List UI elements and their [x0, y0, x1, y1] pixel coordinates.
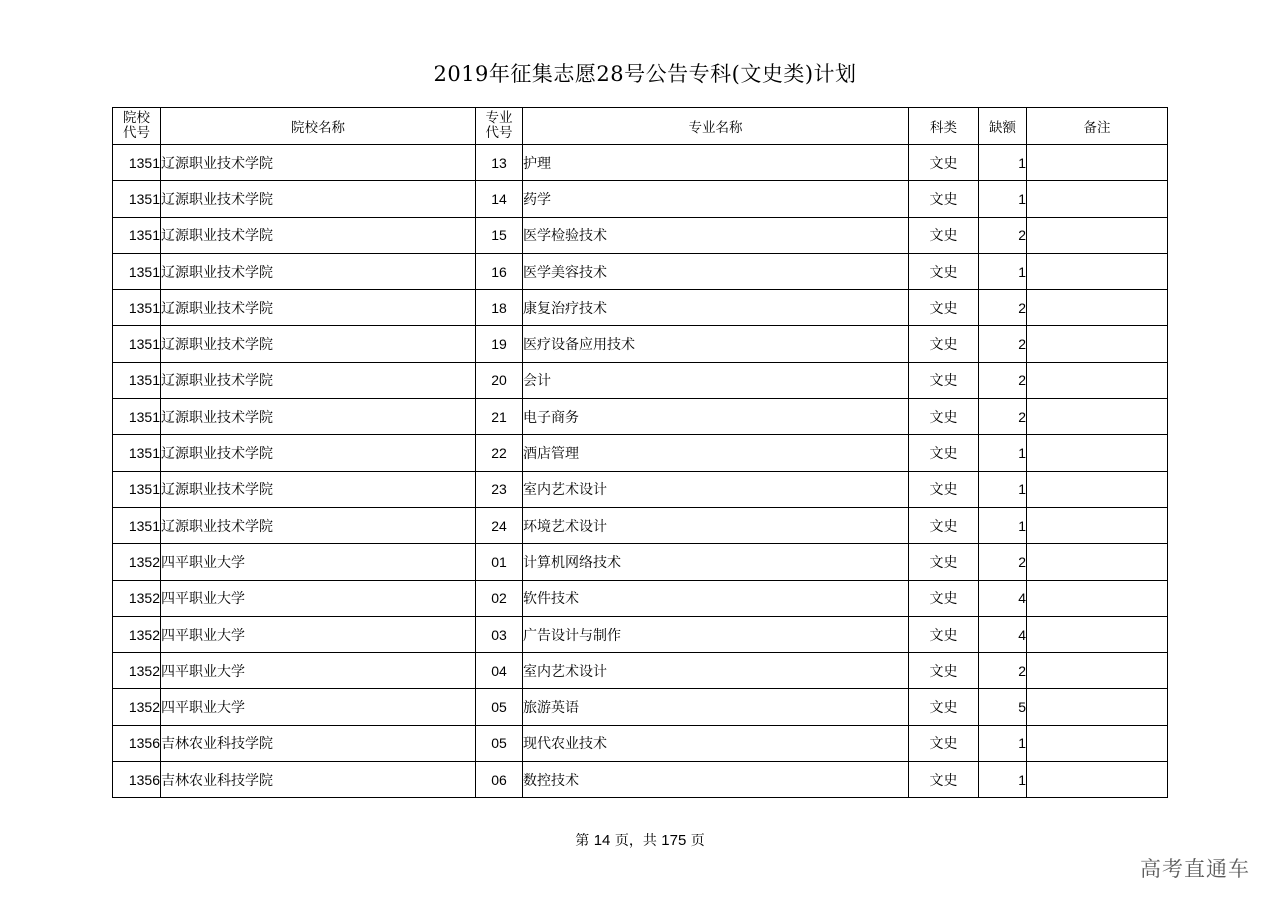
cell-school-code: 1351 — [113, 326, 161, 362]
cell-category: 文史 — [909, 762, 979, 798]
cell-category: 文史 — [909, 544, 979, 580]
cell-remarks — [1027, 689, 1168, 725]
table-row — [113, 653, 1168, 689]
table-row — [113, 725, 1168, 761]
cell-school-name: 辽源职业技术学院 — [161, 399, 476, 435]
cell-vacancy: 1 — [979, 181, 1027, 217]
cell-major-name: 计算机网络技术 — [523, 544, 909, 580]
cell-category: 文史 — [909, 326, 979, 362]
cell-school-name: 辽源职业技术学院 — [161, 217, 476, 253]
header-major-code: 专业 代号 — [476, 108, 523, 145]
header-school-name: 院校名称 — [161, 108, 476, 145]
cell-remarks — [1027, 471, 1168, 507]
cell-vacancy: 2 — [979, 544, 1027, 580]
cell-vacancy: 4 — [979, 580, 1027, 616]
cell-category: 文史 — [909, 399, 979, 435]
cell-vacancy: 1 — [979, 471, 1027, 507]
cell-category: 文史 — [909, 507, 979, 543]
cell-school-code: 1352 — [113, 580, 161, 616]
cell-remarks — [1027, 290, 1168, 326]
cell-major-name: 会计 — [523, 362, 909, 398]
cell-school-code: 1352 — [113, 653, 161, 689]
cell-remarks — [1027, 435, 1168, 471]
cell-school-name: 辽源职业技术学院 — [161, 435, 476, 471]
table-row — [113, 253, 1168, 289]
cell-school-code: 1352 — [113, 689, 161, 725]
header-major-name: 专业名称 — [523, 108, 909, 145]
cell-major-code: 18 — [476, 290, 523, 326]
page-footer — [0, 830, 1280, 850]
cell-major-name: 药学 — [523, 181, 909, 217]
cell-school-name: 辽源职业技术学院 — [161, 362, 476, 398]
cell-major-code: 21 — [476, 399, 523, 435]
table-row — [113, 145, 1168, 181]
cell-remarks — [1027, 253, 1168, 289]
cell-school-name: 四平职业大学 — [161, 689, 476, 725]
cell-vacancy: 1 — [979, 507, 1027, 543]
cell-remarks — [1027, 399, 1168, 435]
table-row — [113, 471, 1168, 507]
cell-major-name: 环境艺术设计 — [523, 507, 909, 543]
cell-school-name: 四平职业大学 — [161, 653, 476, 689]
cell-major-name: 室内艺术设计 — [523, 653, 909, 689]
header-school-code: 院校 代号 — [113, 108, 161, 145]
cell-vacancy: 2 — [979, 217, 1027, 253]
cell-remarks — [1027, 326, 1168, 362]
cell-major-code: 24 — [476, 507, 523, 543]
cell-school-code: 1351 — [113, 145, 161, 181]
cell-vacancy: 2 — [979, 362, 1027, 398]
cell-major-name: 广告设计与制作 — [523, 616, 909, 652]
cell-major-code: 03 — [476, 616, 523, 652]
cell-category: 文史 — [909, 253, 979, 289]
cell-school-code: 1356 — [113, 762, 161, 798]
cell-major-code: 13 — [476, 145, 523, 181]
cell-major-code: 20 — [476, 362, 523, 398]
table-row — [113, 689, 1168, 725]
cell-remarks — [1027, 507, 1168, 543]
admission-plan-table — [112, 107, 1168, 798]
cell-remarks — [1027, 145, 1168, 181]
cell-school-code: 1351 — [113, 362, 161, 398]
cell-vacancy: 2 — [979, 653, 1027, 689]
cell-major-name: 医疗设备应用技术 — [523, 326, 909, 362]
cell-remarks — [1027, 616, 1168, 652]
cell-major-name: 数控技术 — [523, 762, 909, 798]
cell-major-name: 现代农业技术 — [523, 725, 909, 761]
cell-school-name: 四平职业大学 — [161, 616, 476, 652]
cell-school-name: 辽源职业技术学院 — [161, 290, 476, 326]
table-row — [113, 217, 1168, 253]
cell-school-code: 1351 — [113, 290, 161, 326]
document-title: 2019年征集志愿28号公告专科(文史类)计划 — [433, 62, 857, 86]
cell-school-name: 辽源职业技术学院 — [161, 181, 476, 217]
cell-vacancy: 4 — [979, 616, 1027, 652]
cell-vacancy: 2 — [979, 326, 1027, 362]
table-row — [113, 616, 1168, 652]
cell-school-code: 1351 — [113, 217, 161, 253]
cell-category: 文史 — [909, 725, 979, 761]
cell-major-code: 02 — [476, 580, 523, 616]
cell-vacancy: 1 — [979, 253, 1027, 289]
cell-vacancy: 1 — [979, 145, 1027, 181]
cell-school-name: 吉林农业科技学院 — [161, 762, 476, 798]
cell-major-name: 医学美容技术 — [523, 253, 909, 289]
footer-page-number: 14 — [593, 832, 611, 849]
cell-school-name: 辽源职业技术学院 — [161, 507, 476, 543]
cell-school-name: 辽源职业技术学院 — [161, 326, 476, 362]
cell-school-name: 四平职业大学 — [161, 580, 476, 616]
cell-category: 文史 — [909, 689, 979, 725]
cell-category: 文史 — [909, 290, 979, 326]
cell-vacancy: 2 — [979, 290, 1027, 326]
cell-remarks — [1027, 725, 1168, 761]
table-row — [113, 544, 1168, 580]
cell-school-code: 1351 — [113, 507, 161, 543]
cell-major-name: 软件技术 — [523, 580, 909, 616]
cell-school-code: 1351 — [113, 435, 161, 471]
cell-category: 文史 — [909, 616, 979, 652]
cell-remarks — [1027, 181, 1168, 217]
cell-remarks — [1027, 762, 1168, 798]
cell-major-name: 室内艺术设计 — [523, 471, 909, 507]
cell-category: 文史 — [909, 362, 979, 398]
cell-major-code: 16 — [476, 253, 523, 289]
cell-vacancy: 1 — [979, 725, 1027, 761]
cell-major-code: 05 — [476, 725, 523, 761]
cell-major-code: 04 — [476, 653, 523, 689]
cell-category: 文史 — [909, 653, 979, 689]
cell-remarks — [1027, 217, 1168, 253]
cell-major-name: 康复治疗技术 — [523, 290, 909, 326]
cell-school-name: 辽源职业技术学院 — [161, 471, 476, 507]
table-row — [113, 326, 1168, 362]
cell-category: 文史 — [909, 145, 979, 181]
footer-suffix: 页 — [690, 833, 705, 849]
table-row — [113, 290, 1168, 326]
table-row — [113, 181, 1168, 217]
cell-vacancy: 1 — [979, 762, 1027, 798]
footer-middle: 页，共 — [614, 833, 657, 849]
table-row — [113, 435, 1168, 471]
cell-category: 文史 — [909, 217, 979, 253]
cell-category: 文史 — [909, 471, 979, 507]
cell-school-code: 1351 — [113, 181, 161, 217]
cell-school-code: 1356 — [113, 725, 161, 761]
header-vacancy: 缺额 — [979, 108, 1027, 145]
table-row — [113, 362, 1168, 398]
cell-major-name: 医学检验技术 — [523, 217, 909, 253]
cell-major-code: 05 — [476, 689, 523, 725]
cell-school-name: 辽源职业技术学院 — [161, 253, 476, 289]
footer-total-pages: 175 — [661, 832, 687, 849]
cell-remarks — [1027, 653, 1168, 689]
cell-major-code: 23 — [476, 471, 523, 507]
cell-school-name: 吉林农业科技学院 — [161, 725, 476, 761]
cell-school-name: 辽源职业技术学院 — [161, 145, 476, 181]
cell-major-name: 旅游英语 — [523, 689, 909, 725]
cell-major-code: 15 — [476, 217, 523, 253]
cell-category: 文史 — [909, 580, 979, 616]
cell-major-name: 酒店管理 — [523, 435, 909, 471]
table-row — [113, 507, 1168, 543]
cell-school-code: 1351 — [113, 399, 161, 435]
watermark: 高考直通车 — [1140, 857, 1250, 881]
table-body — [113, 145, 1168, 798]
header-remarks: 备注 — [1027, 108, 1168, 145]
cell-vacancy: 5 — [979, 689, 1027, 725]
cell-major-code: 22 — [476, 435, 523, 471]
cell-remarks — [1027, 544, 1168, 580]
cell-major-code: 19 — [476, 326, 523, 362]
cell-school-code: 1352 — [113, 616, 161, 652]
cell-category: 文史 — [909, 181, 979, 217]
cell-remarks — [1027, 362, 1168, 398]
cell-school-code: 1351 — [113, 253, 161, 289]
header-category: 科类 — [909, 108, 979, 145]
cell-category: 文史 — [909, 435, 979, 471]
cell-vacancy: 1 — [979, 435, 1027, 471]
cell-vacancy: 2 — [979, 399, 1027, 435]
table-row — [113, 762, 1168, 798]
cell-major-name: 电子商务 — [523, 399, 909, 435]
table-header-row — [113, 108, 1168, 145]
cell-remarks — [1027, 580, 1168, 616]
table-row — [113, 399, 1168, 435]
footer-prefix: 第 — [575, 833, 590, 849]
cell-school-code: 1351 — [113, 471, 161, 507]
table-row — [113, 580, 1168, 616]
cell-major-code: 06 — [476, 762, 523, 798]
cell-major-code: 14 — [476, 181, 523, 217]
cell-major-name: 护理 — [523, 145, 909, 181]
cell-school-name: 四平职业大学 — [161, 544, 476, 580]
cell-school-code: 1352 — [113, 544, 161, 580]
cell-major-code: 01 — [476, 544, 523, 580]
